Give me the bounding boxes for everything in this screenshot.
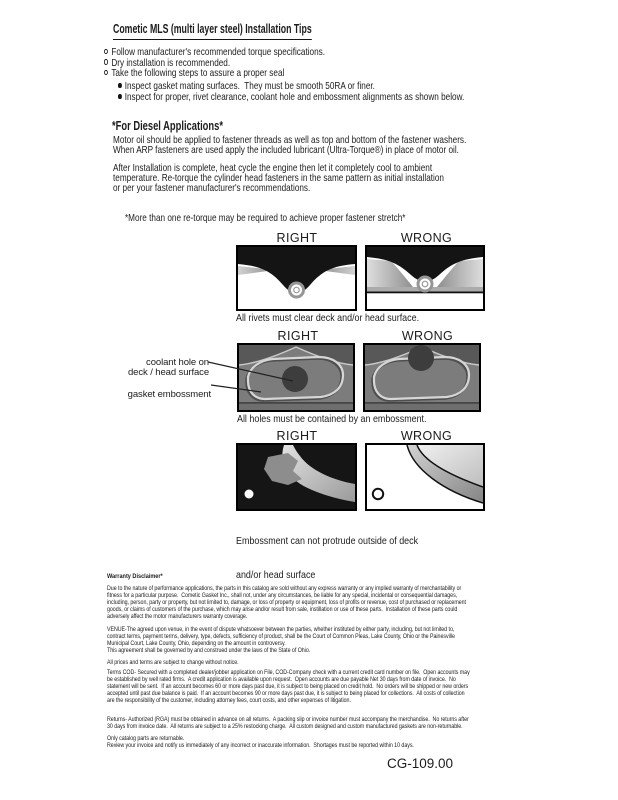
- text-line: Returns- Authorized (RGA) must be obtained in advance on all returns. A packing slip or invoice number must accompany the merchandise. No returns after: [107, 716, 469, 723]
- protrusion-right-drawing: [238, 445, 355, 509]
- text-line: After Installation is complete, heat cycle the engine then let it completely cool to ambient: [113, 161, 433, 174]
- open-bullet-icon: [104, 49, 108, 54]
- diesel-heading: *For Diesel Applications*: [112, 118, 223, 133]
- diesel-paragraph-2: [113, 163, 537, 195]
- diesel-paragraph-1: [113, 135, 566, 156]
- text-line: This agreement shall be governed by and construed under the laws of the State of Ohio.: [107, 647, 311, 654]
- annotation-gasket-embossment: gasket embossment: [127, 388, 211, 400]
- annotation-coolant-hole-line2: deck / head surface: [127, 366, 209, 378]
- caption-line: and/or head surface: [236, 569, 316, 582]
- text-line: adversely affect the motor manufacturers warranty coverage.: [107, 613, 248, 620]
- text-line: fitness for a particular purpose. Cometic Gasket Inc., shall not, under any circumstances, be liable for any special, incidental or consequential damages,: [107, 592, 458, 599]
- text-line: statement will be sent. If an account becomes 60 or more days past due, it is subject to being placed on credit hold. No orders will be shipped or new orders: [107, 682, 469, 690]
- bullet-text: Inspect for proper, rivet clearance, coolant hole and embossment alignments as shown below.: [124, 90, 465, 103]
- warranty-paragraph-closing: [107, 735, 460, 749]
- diagram-caption: All rivets must clear deck and/or head surface.: [236, 312, 420, 324]
- page-title-text: Cometic MLS (multi layer steel) Installation Tips: [113, 22, 312, 40]
- text-line: Only catalog parts are returnable.: [107, 735, 185, 742]
- text-line: Due to the nature of performance applications, the parts in this catalog are sold without any express warranty or any implied warranty of merchantability or: [107, 585, 462, 592]
- text-line: VENUE-The agreed upon venue, in the event of dispute whatsoever between the parties, whether instituted by either party, including, but not limited to,: [107, 626, 455, 633]
- embossment-wrong-drawing: [365, 345, 479, 410]
- text-line: temperature. Re-torque the cylinder head fasteners in the same pattern as initial installation: [113, 171, 444, 184]
- embossment-wrong-illustration: [363, 343, 481, 412]
- rivet-right-illustration: [236, 245, 357, 311]
- right-label: RIGHT: [277, 329, 319, 343]
- bullet-text: Follow manufacturer's recommended torque specifications.: [111, 46, 326, 58]
- warranty-paragraph-prices: All prices and terms are subject to change without notice.: [107, 659, 239, 666]
- diagram-embossment-protrusion: [236, 429, 487, 604]
- warranty-paragraph-terms: [107, 669, 524, 704]
- warranty-paragraph-liability: [107, 585, 520, 620]
- rivet-right-drawing: [238, 247, 355, 309]
- text-line: accepted until past due balance is paid. If an account becomes 90 or more days past due, it is subject to being placed for collections. All costs of collection: [107, 689, 465, 697]
- list-item: [118, 91, 562, 103]
- diagram-rivet-clearance: [236, 231, 487, 324]
- protrusion-right-illustration: [236, 443, 357, 511]
- rivet-wrong-drawing: [367, 247, 483, 309]
- right-label: RIGHT: [276, 429, 318, 443]
- protrusion-wrong-illustration: [365, 443, 485, 511]
- annotation-coolant-hole-line1: coolant hole on: [146, 356, 209, 368]
- text-line: 30 days from invoice date. All returns are subject to a 25% restocking charge. All custom designed and custom manufactured gaskets are non-returnable.: [107, 723, 463, 730]
- protrusion-wrong-drawing: [367, 445, 483, 509]
- page-code: CG-109.00: [387, 756, 454, 771]
- filled-bullet-icon: [118, 83, 122, 88]
- text-line: Review your invoice and notify us immediately of any incorrect or inaccurate information. Shortages must be reported within 10 days.: [107, 742, 414, 749]
- open-bullet-icon: [104, 70, 108, 75]
- annotation-leader-lines: [205, 355, 305, 400]
- text-line: Municipal Court, Lake County, Ohio, depending on the amount in controversy.: [107, 640, 286, 647]
- list-item: [104, 67, 335, 79]
- text-line: including, person, party or property, but not limited to, damage, or loss of property or equipment, loss of profits or revenue, cost of purchased or replacement: [107, 599, 466, 606]
- page-title: [113, 20, 397, 40]
- bullet-text: Take the following steps to assure a proper seal: [111, 67, 285, 79]
- right-label: RIGHT: [276, 231, 318, 245]
- filled-bullet-icon: [118, 94, 122, 99]
- text-line: goods, or claims of customers of the purchase, which may arise and/or result from sale, instillation or use of these parts. Installation of these parts could: [107, 606, 458, 613]
- warranty-paragraph-venue: [107, 626, 507, 654]
- text-line: Terms COD- Secured with a completed dealer/jobber application on File, COD-Company check with a current credit card number on file. Open accounts may: [107, 668, 470, 676]
- text-line: be established by well rated firms. A credit application is available upon request. Open accounts are due payable Net 30 days from date of invoice. No: [107, 675, 456, 683]
- bullet-text: Inspect gasket mating surfaces. They must be smooth 50RA or finer.: [124, 79, 375, 92]
- bullet-text: Dry installation is recommended.: [111, 56, 231, 69]
- warranty-paragraph-returns: [107, 716, 523, 730]
- wrong-label: WRONG: [400, 231, 453, 245]
- caption-line: Embossment can not protrude outside of deck: [236, 535, 419, 547]
- wrong-label: WRONG: [401, 329, 454, 343]
- open-bullet-icon: [104, 59, 108, 64]
- diagram-caption: All holes must be contained by an embossment.: [237, 413, 427, 425]
- text-line: Motor oil should be applied to fastener threads as well as top and bottom of the fastener washers.: [113, 133, 467, 146]
- text-line: When ARP fasteners are used apply the included lubricant (Ultra-Torque®) in place of motor oil.: [113, 143, 459, 156]
- text-line: or per your fastener manufacturer's recommendations.: [113, 182, 311, 195]
- wrong-label: WRONG: [400, 429, 453, 443]
- text-line: are the responsibility of the customer, including attorney fees, court costs, and other expenses of litigation.: [107, 696, 351, 704]
- retorque-note: *More than one re-torque may be required to achieve proper fastener stretch*: [124, 211, 406, 224]
- rivet-wrong-illustration: [365, 245, 485, 311]
- text-line: contract terms, payment terms, delivery, type, defects, sufficiency of product, shall be the Court of Common Pleas, Lake County, Ohio or the Painesville: [107, 633, 455, 640]
- warranty-heading: Warranty Disclaimer*: [107, 572, 163, 580]
- coolant-hole-shape: [408, 345, 434, 371]
